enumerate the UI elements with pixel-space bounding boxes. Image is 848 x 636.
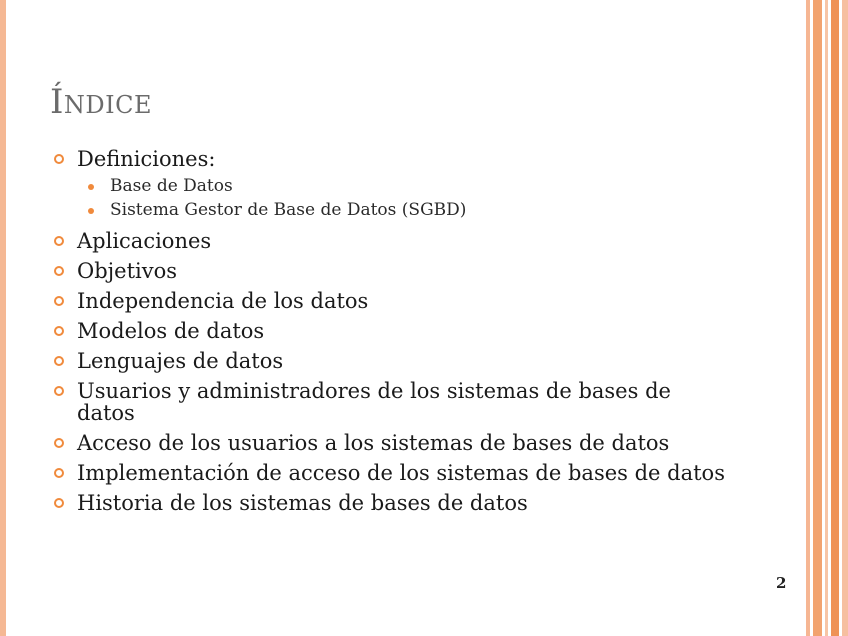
- list-item-label: Lenguajes de datos: [77, 349, 284, 373]
- sub-list-item: [77, 174, 752, 198]
- sub-list-item: [77, 198, 752, 222]
- ring-bullet-icon: [54, 498, 64, 508]
- dot-bullet-icon: [88, 184, 94, 190]
- list-item: [52, 380, 677, 424]
- slide-content: [52, 148, 752, 522]
- ring-bullet-icon: [54, 296, 64, 306]
- ring-bullet-icon: [54, 326, 64, 336]
- list-item: [52, 230, 752, 252]
- list-item-label: Usuarios y administradores de los sistemas de bases de datos: [77, 379, 671, 425]
- ring-bullet-icon: [54, 468, 64, 478]
- right-border-stripe: [842, 0, 848, 636]
- ring-bullet-icon: [54, 356, 64, 366]
- list-item-label: Implementación de acceso de los sistemas de bases de datos: [77, 461, 725, 485]
- list-item: [52, 148, 752, 222]
- right-border-stripe: [806, 0, 810, 636]
- list-item-label: Definiciones:: [77, 147, 216, 171]
- index-list: [52, 148, 752, 514]
- dot-bullet-icon: [88, 208, 94, 214]
- list-item: [52, 260, 752, 282]
- right-border-stripe: [825, 0, 828, 636]
- sub-list-item-label: Sistema Gestor de Base de Datos (SGBD): [110, 200, 467, 220]
- list-item: [52, 320, 752, 342]
- ring-bullet-icon: [54, 438, 64, 448]
- slide-title: Índice: [50, 82, 153, 122]
- list-item-label: Acceso de los usuarios a los sistemas de bases de datos: [77, 431, 670, 455]
- list-item: [52, 350, 752, 372]
- right-border-stripe: [831, 0, 839, 636]
- ring-bullet-icon: [54, 266, 64, 276]
- ring-bullet-icon: [54, 236, 64, 246]
- list-item-label: Modelos de datos: [77, 319, 265, 343]
- list-item-label: Objetivos: [77, 259, 178, 283]
- sub-list: [77, 174, 752, 222]
- ring-bullet-icon: [54, 386, 64, 396]
- list-item-label: Independencia de los datos: [77, 289, 369, 313]
- list-item-label: Aplicaciones: [77, 229, 212, 253]
- list-item: [52, 290, 752, 312]
- list-item-label: Historia de los sistemas de bases de datos: [77, 491, 528, 515]
- right-border-stripe: [813, 0, 822, 636]
- list-item: [52, 492, 752, 514]
- page-number: 2: [776, 574, 787, 592]
- list-item: [52, 432, 752, 454]
- sub-list-item-label: Base de Datos: [110, 176, 233, 196]
- ring-bullet-icon: [54, 154, 64, 164]
- list-item: [52, 462, 752, 484]
- left-border-stripe: [0, 0, 6, 636]
